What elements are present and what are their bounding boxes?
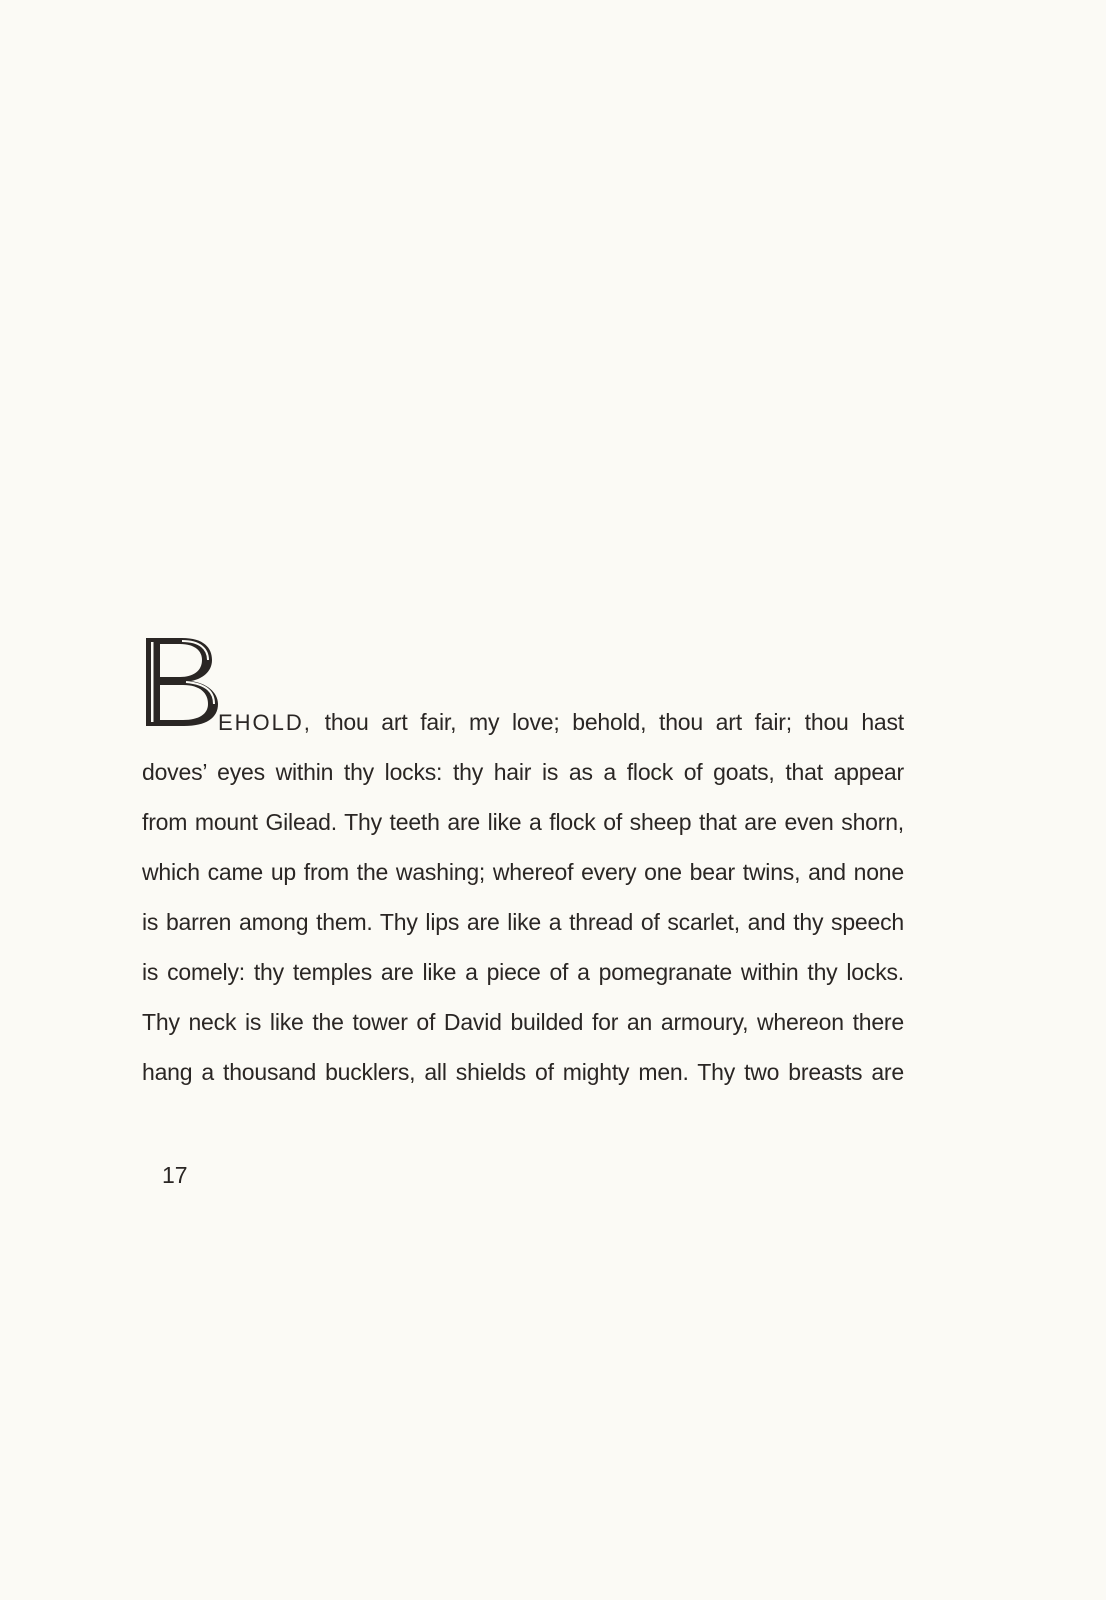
text-line-1 [218,702,904,742]
drop-cap-letter [142,636,222,728]
text-line-8: hang a thousand bucklers, all shields of mighty men. Thy two breasts are [142,1059,904,1085]
text-line-7: Thy neck is like the tower of David builded for an armoury, whereon there [142,1009,904,1035]
page-number: 17 [162,1162,188,1188]
text-line-4: which came up from the washing; whereof every one bear twins, and none [142,859,904,885]
line-1-text: thou art fair, my love; behold, thou art fair; thou hast [311,709,904,735]
opening-word: EHOLD, [218,710,312,735]
text-line-3: from mount Gilead. Thy teeth are like a flock of sheep that are even shorn, [142,809,904,835]
text-line-6: is comely: thy temples are like a piece of a pomegranate within thy locks. [142,959,904,985]
drop-cap-b-glyph [142,636,222,728]
text-line-5: is barren among them. Thy lips are like a thread of scarlet, and thy speech [142,909,904,935]
text-line-2: doves’ eyes within thy locks: thy hair is as a flock of goats, that appear [142,759,904,785]
